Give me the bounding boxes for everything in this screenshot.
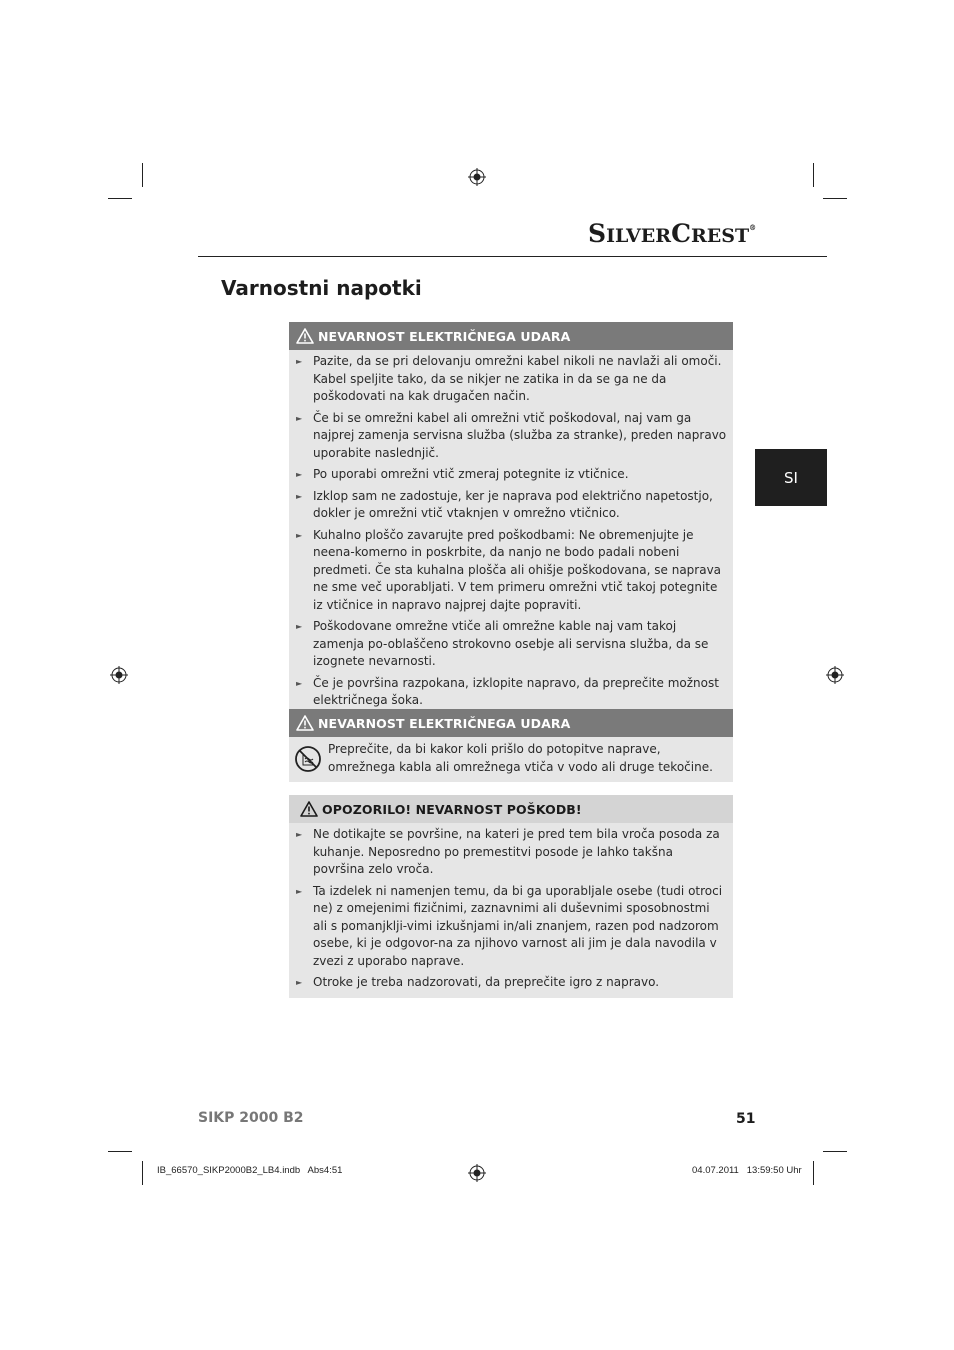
slug-file-info: IB_66570_SIKP2000B2_LB4.indb Abs4:51 [157,1165,343,1176]
crop-mark [823,1151,847,1152]
arrow-bullet-icon: ► [296,886,303,896]
page-title: Varnostni napotki [221,276,422,300]
language-tab: SI [755,449,827,506]
warning-triangle-icon [296,328,314,344]
list-item: ► Kuhalno ploščo zavarujte pred poškodbami: Ne obremenjujte je neena-komerno in poskrbite, da nanjo ne bodo padali nobeni predmeti. Če sta kuhalna plošča ali ohišje poškodovana, se naprava ne sme več uporabljati. V tem primeru omrežni vtič takoj potegnite iz vtičnice in napravo najprej dajte popraviti. [296,527,722,612]
registration-mark-icon [110,666,128,684]
warning-box-injury [289,795,733,998]
warning-text: Preprečite, da bi kakor koli prišlo do potopitve naprave, omrežnega kabla ali omrežnega vtiča v vodo ali druge tekočine. [328,742,713,774]
footer-model: SIKP 2000 B2 [198,1110,304,1126]
crop-mark [813,1161,814,1185]
warning-header [289,709,733,737]
list-item: ► Ne dotikajte se površine, na kateri je pred tem bila vroča posoda za kuhanje. Neposredno po premestitvi posode je lahko takšna površina zelo vroča. [296,827,720,876]
arrow-bullet-icon: ► [296,830,303,839]
warning-title: NEVARNOST ELEKTRIČNEGA UDARA [318,715,571,731]
warning-triangle-icon [300,801,318,817]
list-item: ► Otroke je treba nadzorovati, da preprečite igro z napravo. [296,974,727,992]
list-item: ► Poškodovane omrežne vtiče ali omrežne kable naj vam takoj zamenja po-oblaščeno strokovno osebje ali servisna služba, da se izognete nevarnosti. [296,619,709,668]
warning-header [289,795,733,823]
registration-mark-icon [826,666,844,684]
warning-row [289,737,733,782]
warning-header [289,322,733,350]
crop-mark [823,198,847,199]
arrow-bullet-icon: ► [296,622,303,631]
registration-mark-icon [468,168,486,186]
arrow-bullet-icon: ► [296,978,303,987]
slug-date-info: 04.07.2011 13:59:50 Uhr [692,1165,802,1176]
warning-list [289,823,733,998]
crop-mark [142,163,143,187]
list-item: ► Ta izdelek ni namenjen temu, da bi ga uporabljale osebe (tudi otroci ne) z omejenimi fizičnimi, zaznavnimi ali duševnimi sposobnostmi ali s pomanjklji-vimi izkušnjami in/ali znanjem, razen pod nadzorom osebe, ki je odgovor-na za njihovo varnost ali jim je dala navodila v zvezi z uporabo naprave. [296,883,723,968]
warning-list [289,350,733,716]
warning-title: OPOZORILO! NEVARNOST POŠKODB! [322,801,582,817]
arrow-bullet-icon: ► [296,678,303,688]
warning-box-electric [289,322,733,716]
list-item: ► Izklop sam ne zadostuje, ker je naprava pod električno napetostjo, dokler je omrežni vtič vtaknjen v omrežno vtičnico. [296,488,713,520]
arrow-bullet-icon: ► [296,357,303,366]
crop-mark [142,1161,143,1185]
arrow-bullet-icon: ► [296,470,303,479]
arrow-bullet-icon: ► [296,413,303,423]
warning-triangle-icon [296,715,314,731]
arrow-bullet-icon: ► [296,530,303,540]
list-item: ► Če je površina razpokana, izklopite napravo, da preprečite možnost električnega šoka. [296,675,719,707]
arrow-bullet-icon: ► [296,491,303,501]
header-rule [198,256,827,257]
warning-title: NEVARNOST ELEKTRIČNEGA UDARA [318,328,571,344]
crop-mark [108,1151,132,1152]
brand-logo: SILVERCREST® [588,219,757,248]
crop-mark [813,163,814,187]
page-number: 51 [736,1111,756,1127]
no-immersion-icon [294,745,322,773]
list-item: ► Če bi se omrežni kabel ali omrežni vtič poškodoval, naj vam ga najprej zamenja servisna služba (služba za stranke), preden napravo uporabite naslednjič. [296,410,727,460]
list-item: ► Pazite, da se pri delovanju omrežni kabel nikoli ne navlaži ali omoči. Kabel speljite tako, da se nikjer ne zatika in da se ga ne da poškodovati na kak drugačen način. [296,354,722,403]
warning-box-immersion [289,709,733,782]
registration-mark-icon [468,1164,486,1182]
list-item: ► Po uporabi omrežni vtič zmeraj potegnite iz vtičnice. [296,466,727,484]
crop-mark [108,198,132,199]
